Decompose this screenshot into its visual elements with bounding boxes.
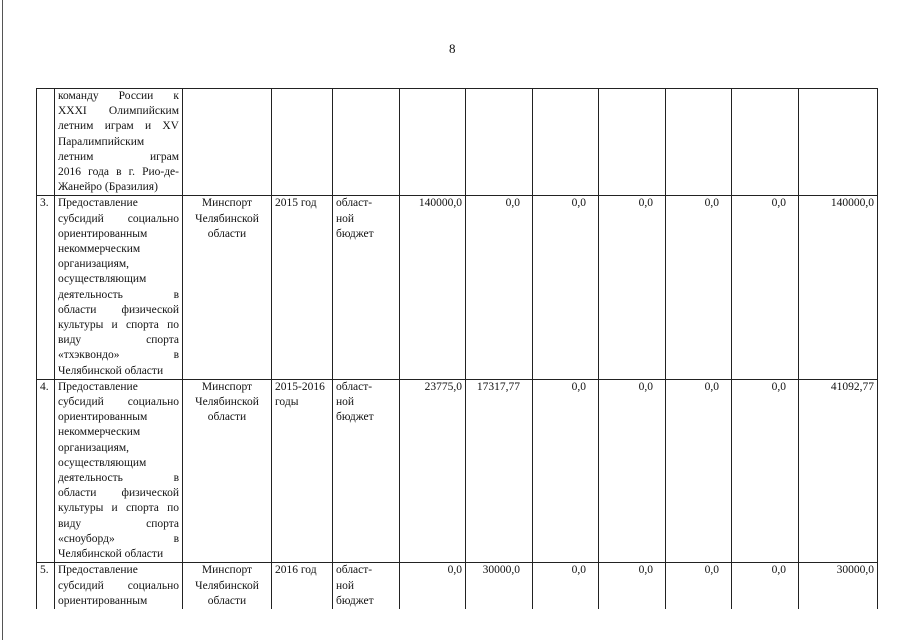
funding-source-line: ной [336,396,355,409]
activity-name-line: команду России к [58,90,179,102]
activity-name-line: виду спорта [58,517,179,530]
amount-v6: 0,0 [732,196,799,379]
activity-name-line: субсидий социально [58,579,179,592]
amount-v1 [400,89,466,196]
activity-name-line: Предоставление [58,197,138,210]
funding-source [333,89,400,196]
total-amount: 30000,0 [799,563,878,609]
activity-name [55,563,183,609]
activity-name-line: субсидий социально [58,396,179,409]
amount-v2: 17317,77 [466,379,533,562]
funding-source [333,563,400,609]
executor-line: Минспорт [201,197,253,210]
executor-line: Челябинской [195,396,259,409]
executor [183,89,272,196]
row-number: 3. [37,196,55,379]
amount-v4: 0,0 [599,563,666,609]
table-row [37,89,878,196]
activity-name-line: осуществляющим [58,273,147,286]
row-number: 4. [37,379,55,562]
funding-source-line: област- [336,197,373,210]
activity-name-line: организациям, [58,441,130,454]
executor-line: Минспорт [201,380,253,393]
executor-line: области [207,227,247,240]
amount-v2: 30000,0 [466,563,533,609]
amount-v3: 0,0 [533,379,599,562]
amount-v5: 0,0 [666,379,732,562]
amount-v5: 0,0 [666,563,732,609]
funding-source-line: бюджет [336,594,374,607]
amount-v1: 140000,0 [400,196,466,379]
amount-v1: 23775,0 [400,379,466,562]
amount-v4 [599,89,666,196]
executor-line: Минспорт [201,564,253,577]
funding-source [333,379,400,562]
activity-name-line: ориентированным [58,227,148,240]
funding-source-line: ной [336,212,355,225]
funding-source [333,196,400,379]
amount-v2 [466,89,533,196]
table-row [37,379,878,562]
amount-v6 [732,89,799,196]
period: 2015 год [272,196,333,379]
total-amount [799,89,878,196]
amount-v4: 0,0 [599,196,666,379]
amount-v4: 0,0 [599,379,666,562]
activity-name-line: Предоставление [58,380,138,393]
funding-source-line: област- [336,380,373,393]
total-amount: 41092,77 [799,379,878,562]
activity-name [55,379,183,562]
scan-edge [2,0,3,640]
activity-name-line: осуществляющим [58,456,147,469]
table-row [37,196,878,379]
activity-name-line: культуры и спорта по [58,502,179,515]
activity-name [55,89,183,196]
amount-v3 [533,89,599,196]
activity-name-line: 2016 года в г. Рио-де- [58,166,179,179]
page-number: 8 [449,41,456,56]
funding-source-line: област- [336,564,373,577]
activity-name-line: «тхэквондо» в [58,349,179,362]
funding-source-line: бюджет [336,227,374,240]
row-number: 5. [37,563,55,609]
activity-name-line: деятельность в [58,472,179,485]
amount-v5 [666,89,732,196]
activity-name-line: Паралимпийским [58,135,145,148]
budget-table [36,88,878,609]
activity-name-line: организациям, [58,258,130,271]
activity-name-line: «сноуборд» в [58,532,179,545]
activity-name-line: XXXI Олимпийским [58,105,179,118]
executor [183,563,272,609]
executor-line: области [207,411,247,424]
activity-name-line: культуры и спорта по [58,319,179,332]
activity-name-line: некоммерческим [58,243,141,256]
funding-source-line: бюджет [336,411,374,424]
executor-line: Челябинской [195,212,259,225]
amount-v3: 0,0 [533,563,599,609]
activity-name-line: ориентированным [58,411,148,424]
activity-name-line: субсидий социально [58,212,179,225]
activity-name-line: деятельность в [58,288,179,301]
activity-name-line: виду спорта [58,334,179,347]
period: 2015-2016 годы [272,379,333,562]
activity-name-line: летним играм и XV [58,120,179,133]
amount-v5: 0,0 [666,196,732,379]
activity-name-line: Челябинской области [58,364,164,377]
activity-name-line: Челябинской области [58,548,164,561]
row-number [37,89,55,196]
amount-v6: 0,0 [732,563,799,609]
executor [183,379,272,562]
activity-name-line: летним играм [58,150,179,163]
activity-name-line: Предоставление [58,564,138,577]
funding-source-line: ной [336,579,355,592]
activity-name-line: области физической [58,487,179,500]
activity-name [55,196,183,379]
amount-v3: 0,0 [533,196,599,379]
executor [183,196,272,379]
executor-line: Челябинской [195,579,259,592]
activity-name-line: некоммерческим [58,426,141,439]
amount-v2: 0,0 [466,196,533,379]
table-row [37,563,878,609]
activity-name-line: области физической [58,303,179,316]
activity-name-line: Жанейро (Бразилия) [58,181,158,194]
amount-v6: 0,0 [732,379,799,562]
total-amount: 140000,0 [799,196,878,379]
amount-v1: 0,0 [400,563,466,609]
executor-line: области [207,594,247,607]
activity-name-line: ориентированным [58,594,148,607]
period [272,89,333,196]
period: 2016 год [272,563,333,609]
